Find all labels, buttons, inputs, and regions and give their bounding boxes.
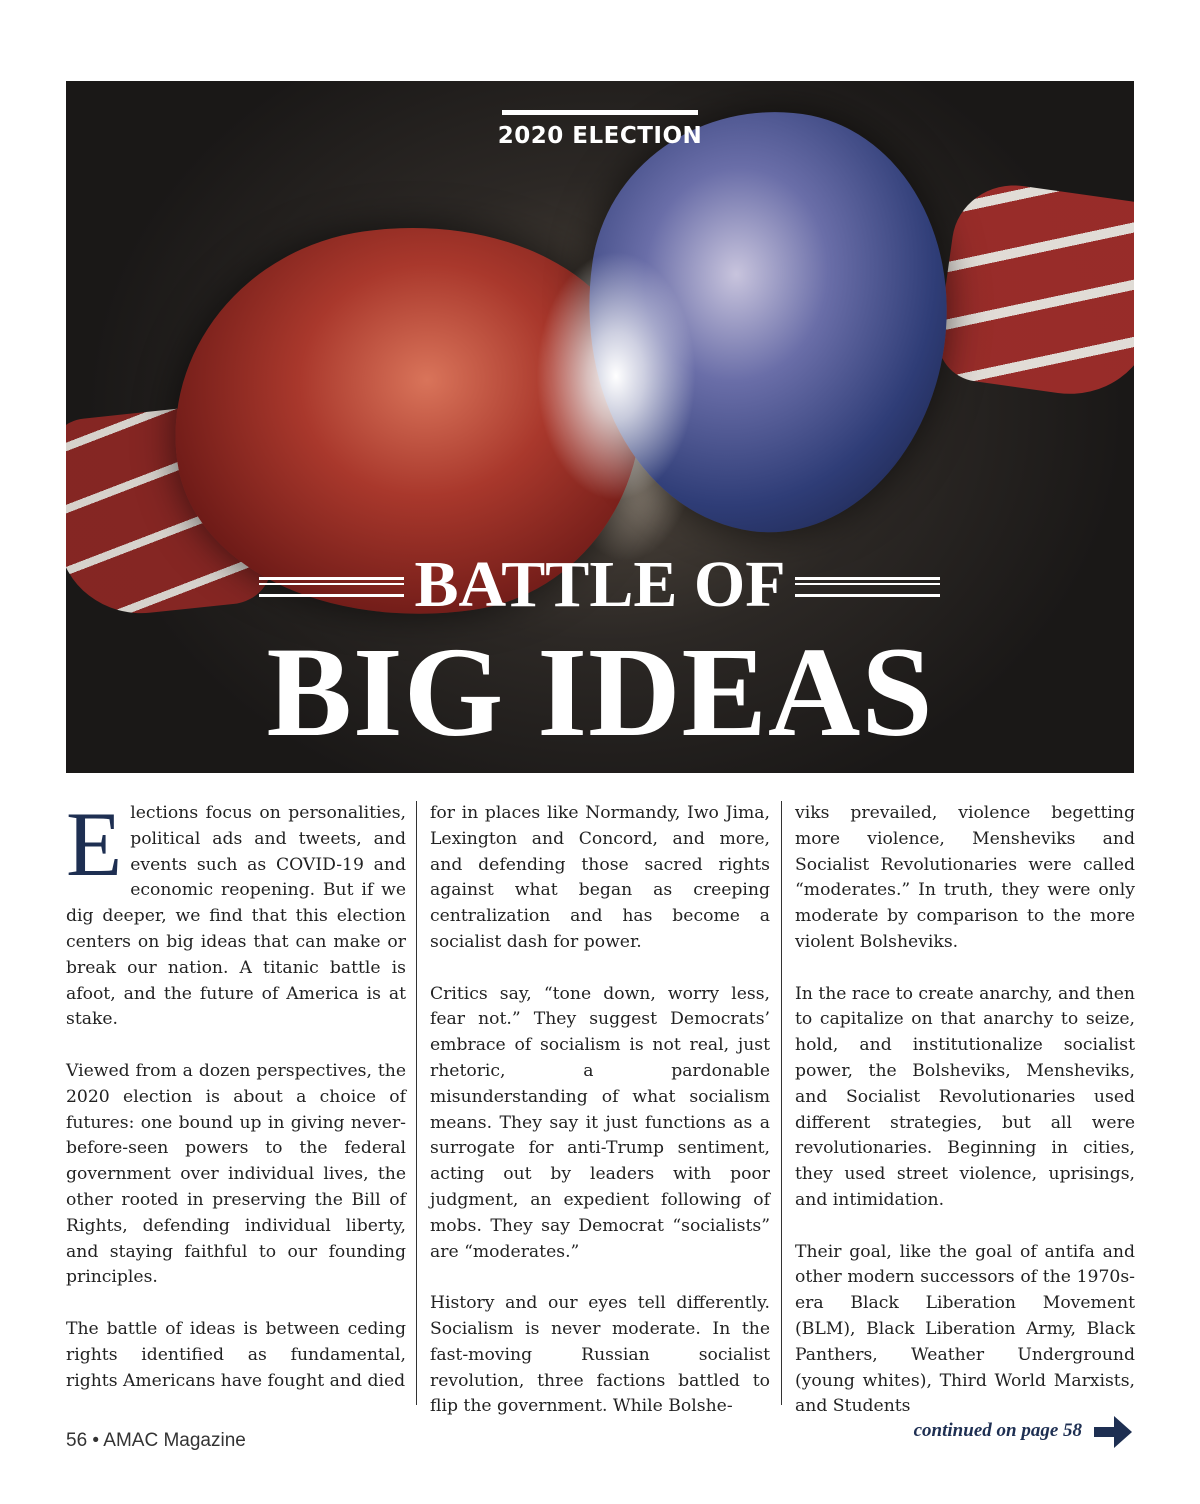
hero-image xyxy=(66,81,1134,773)
article-column-2 xyxy=(430,801,770,1446)
paragraph: Viewed from a dozen perspectives, the 2020 election is about a choice of futures: one bound up in giving never-before-seen powers to the federal government over individual lives, the other rooted in preserving the Bill of Rights, defending individual liberty, and staying faithful to our founding principles. xyxy=(66,1060,406,1288)
paragraph-text: lections focus on personalities, political ads and tweets, and events such as COVID-19 and economic reopening. But if we dig deeper, we find that this election centers on big ideas that can make or break our nation. A titanic battle is afoot, and the future of America is at stake. xyxy=(66,803,406,1030)
column-divider xyxy=(781,801,782,1405)
drop-cap: E xyxy=(66,793,123,895)
section-kicker: 2020 ELECTION xyxy=(497,123,703,149)
blue-glove-cuff xyxy=(933,177,1134,404)
headline-line-1: BATTLE OF xyxy=(414,548,786,621)
paragraph xyxy=(66,793,406,1033)
headline-line-2: BIG IDEAS xyxy=(266,621,934,763)
page-folio: 56 • AMAC Magazine xyxy=(66,1430,246,1451)
arrow-right-icon[interactable] xyxy=(1092,1411,1134,1453)
paragraph: for in places like Normandy, Iwo Jima, Lexington and Concord, and more, and defending those sacred rights against what began as creeping centralization and has become a socialist dash for power. xyxy=(430,803,770,952)
paragraph: Critics say, “tone down, worry less, fear not.” They suggest Democrats’ embrace of socialism is not real, just rhetoric, a pardonable misunderstanding of what socialism means. They say it just functions as a surrogate for anti-Trump sentiment, acting out by leaders with poor judgment, an expedient following of mobs. They say Democrat “socialists” are “moderates.” xyxy=(430,983,770,1262)
kicker-bar xyxy=(502,110,698,115)
paragraph: In the race to create anarchy, and then to capitalize on that anarchy to seize, hold, and institutionalize socialist power, the Bolsheviks, Mensheviks, and Socialist Revolutionaries used different strategies, but all were revolutionaries. Beginning in cities, they used street violence, uprisings, and intimidation. xyxy=(795,983,1136,1210)
paragraph: viks prevailed, violence begetting more violence, Mensheviks and Socialist Revolutionaries were called “moderates.” In truth, they were only moderate by comparison to the more violent Bolsheviks. xyxy=(795,803,1135,952)
article-column-3 xyxy=(795,801,1135,1446)
column-divider xyxy=(416,801,417,1405)
paragraph: Their goal, like the goal of antifa and other modern successors of the 1970s-era Black Liberation Movement (BLM), Black Liberation Army, Black Panthers, Weather Underground (young whites), Third World Marxists, and Students xyxy=(795,1241,1135,1417)
article-column-1 xyxy=(66,793,406,1420)
paragraph: History and our eyes tell differently. Socialism is never moderate. In the fast-moving Russian socialist revolution, three factions battled to flip the government. While Bolshe- xyxy=(430,1293,770,1417)
impact-flash xyxy=(536,251,696,501)
continued-link[interactable]: continued on page 58 xyxy=(913,1420,1082,1441)
paragraph: The battle of ideas is between ceding rights identified as fundamental, rights Americans have fought and died xyxy=(66,1318,406,1391)
